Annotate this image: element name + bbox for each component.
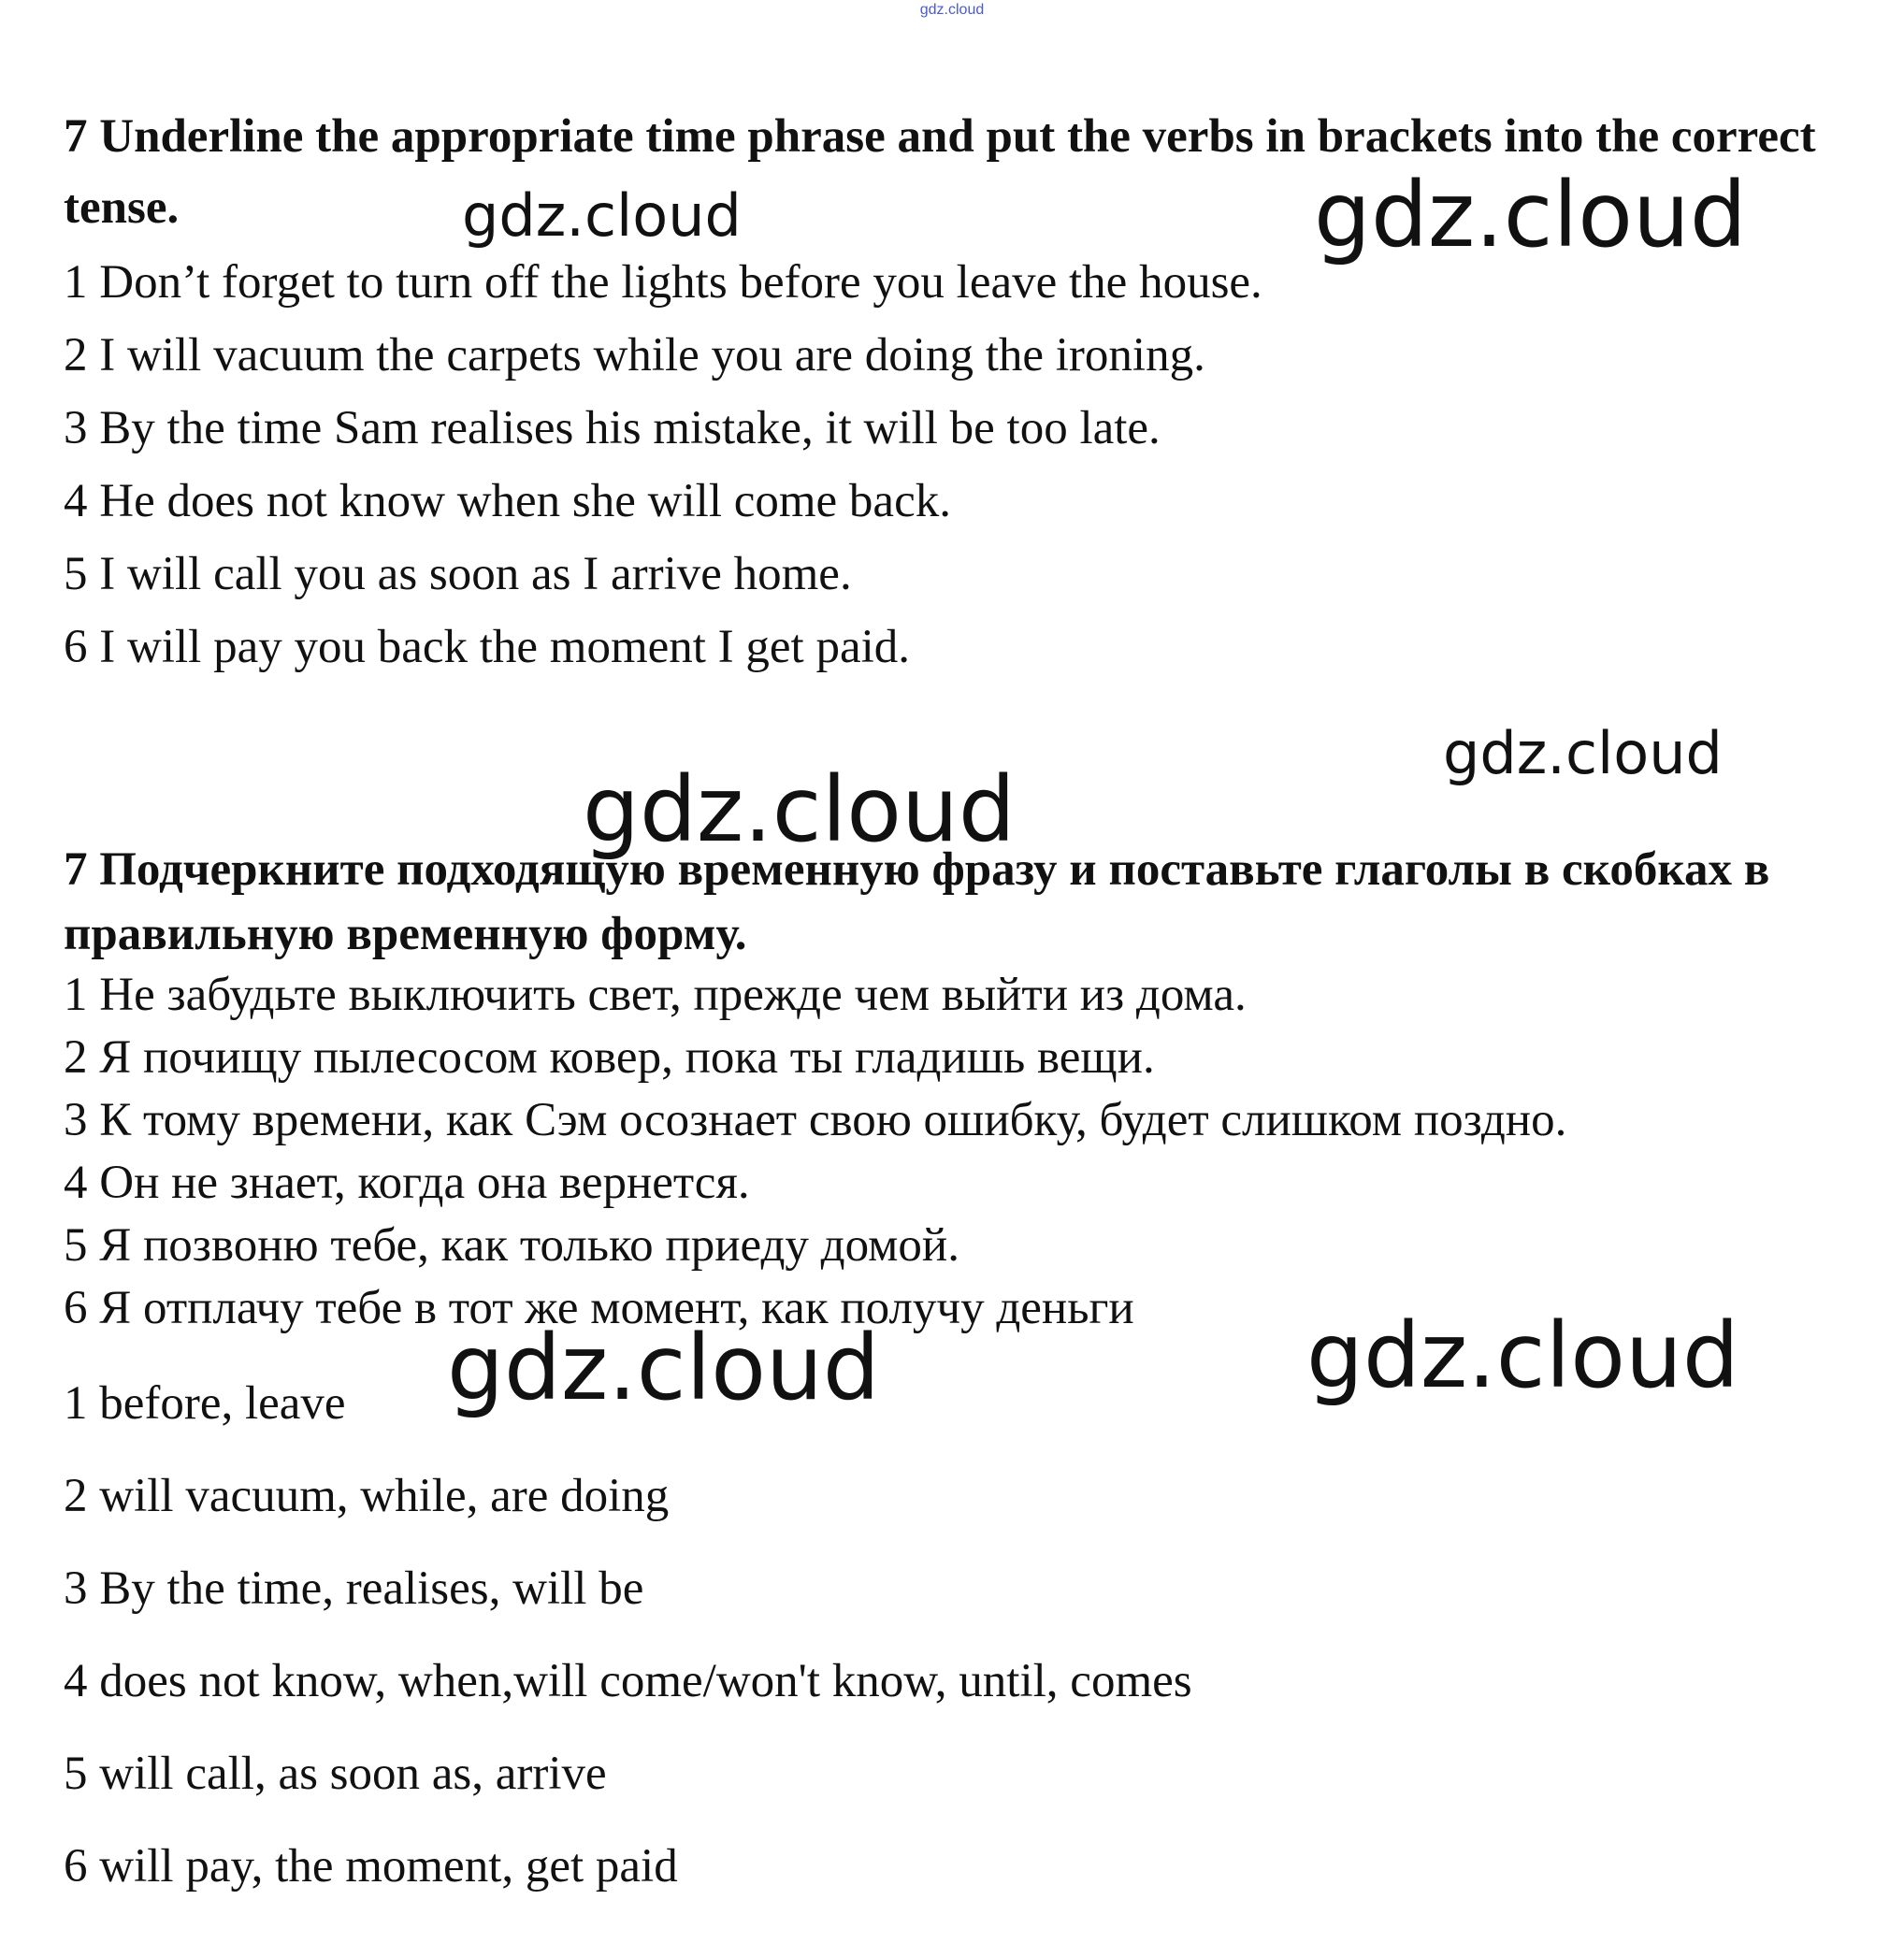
answer-line: 6 will pay, the moment, get paid [64, 1840, 678, 1893]
watermark: gdz.cloud [462, 181, 742, 250]
russian-sentence: 5 Я позвоню тебе, как только приеду домой. [64, 1219, 959, 1272]
english-sentence: 2 I will vacuum the carpets while you are doing the ironing. [64, 329, 1205, 381]
watermark: gdz.cloud [1443, 719, 1723, 787]
english-sentence-list [64, 246, 1262, 684]
english-sentence: 5 I will call you as soon as I arrive home. [64, 548, 852, 600]
russian-sentence: 2 Я почищу пылесосом ковер, пока ты гладишь вещи. [64, 1031, 1155, 1084]
russian-sentence: 3 К тому времени, как Сэм осознает свою ошибку, будет слишком поздно. [64, 1094, 1567, 1146]
english-task-heading: 7 Underline the appropriate time phrase and put the verbs in brackets into the correct tense. [64, 110, 1816, 234]
answer-line: 4 does not know, when,will come/won't know, until, comes [64, 1655, 1192, 1707]
answer-line: 5 will call, as soon as, arrive [64, 1748, 607, 1800]
english-sentence: 6 I will pay you back the moment I get paid. [64, 621, 911, 673]
watermark: gdz.cloud [447, 1316, 880, 1420]
watermark: gdz.cloud [1314, 163, 1747, 267]
english-sentence: 4 He does not know when she will come back. [64, 475, 951, 527]
watermark: gdz.cloud [1306, 1303, 1739, 1408]
answer-line: 3 By the time, realises, will be [64, 1562, 644, 1615]
answer-line: 2 will vacuum, while, are doing [64, 1470, 670, 1522]
russian-sentence: 1 Не забудьте выключить свет, прежде чем выйти из дома. [64, 969, 1247, 1021]
russian-sentence: 4 Он не знает, когда она вернется. [64, 1157, 750, 1209]
english-sentence: 3 By the time Sam realises his mistake, it will be too late. [64, 402, 1161, 454]
english-sentence: 1 Don’t forget to turn off the lights before you leave the house. [64, 256, 1262, 309]
answer-list [64, 1358, 1192, 1913]
russian-task-heading: 7 Подчеркните подходящую временную фразу и поставьте глаголы в скобках в правильную временную форму. [64, 843, 1770, 960]
top-watermark: gdz.cloud [919, 2, 985, 18]
watermark: gdz.cloud [583, 757, 1016, 862]
russian-sentence: 6 Я отплачу тебе в тот же момент, как получу деньги [64, 1282, 1134, 1334]
answer-line: 1 before, leave [64, 1377, 346, 1430]
russian-sentence-list [64, 964, 1566, 1340]
